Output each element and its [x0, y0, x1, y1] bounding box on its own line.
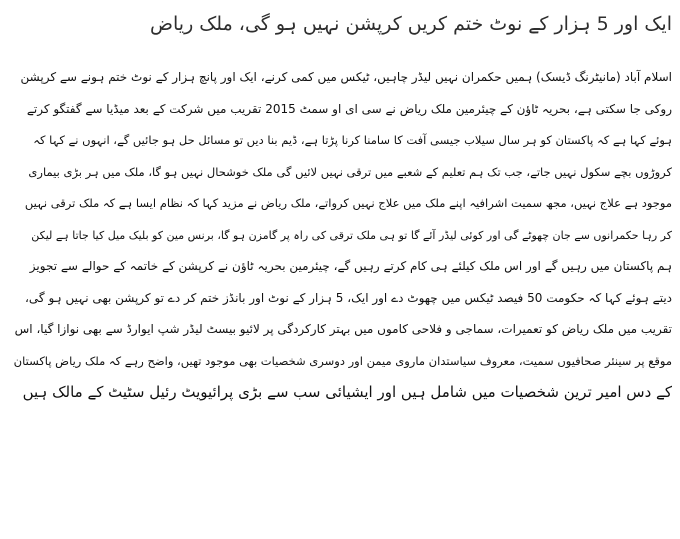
- article-body: [8, 62, 672, 409]
- article-line: موجود ہے علاج نہیں، مجھ سمیت اشرافیہ اپنے ملک میں علاج نہیں کرواتے، ملک ریاض نے مزید کہا کہ نظام ایسا ہے کہ ملک ترقی نہیں: [24, 196, 672, 210]
- article-line: ہوئے کہا ہے کہ پاکستان کو ہر سال سیلاب جیسی آفت کا سامنا کرنا پڑتا ہے، ڈیم بنا دیں تو مسائل حل ہو جائیں گے، انہوں نے کہا کہ: [33, 133, 672, 147]
- article-line: کر رہا حکمرانوں سے جان چھوٹے گی اور کوئی لیڈر آئے گا تو ہی ملک ترقی کی راہ پر گامزن ہو گا، برنس مین کو بلیک میل کیا جاتا ہے لیکن: [31, 228, 672, 242]
- article-headline: ایک اور 5 ہزار کے نوٹ ختم کریں کرپشن نہیں ہو گی، ملک ریاض: [150, 13, 672, 35]
- article-line: اسلام آباد (مانیٹرنگ ڈیسک) ہمیں حکمران نہیں لیڈر چاہیں، ٹیکس میں کمی کرنے، ایک اور پانچ ہزار کے نوٹ ختم ہونے سے کرپشن: [20, 70, 672, 84]
- article-line: روکی جا سکتی ہے، بحریہ ٹاؤن کے چیئرمین ملک ریاض نے سی ای او سمٹ 2015 تقریب میں شرکت کے بعد میڈیا سے گفتگو کرتے: [26, 101, 672, 116]
- article-line: موقع پر سینئر صحافیوں سمیت، معروف سیاستدان ماروی میمن اور دوسری شخصیات بھی موجود تھیں، واضح رہے کہ ملک ریاض پاکستان: [13, 353, 672, 368]
- news-article: [8, 4, 672, 409]
- article-line: کے دس امیر ترین شخصیات میں شامل ہیں اور ایشیائی سب سے بڑی پرائیویٹ رئیل سٹیٹ کے مالک ہیں: [22, 383, 672, 401]
- article-line: ہم پاکستان میں رہیں گے اور اس ملک کیلئے ہی کام کرتے رہیں گے، چیئرمین بحریہ ٹاؤن نے کرپشن کے خاتمہ کے حوالے سے تجویز: [29, 259, 672, 273]
- article-line: دیتے ہوئے کہا کہ حکومت 50 فیصد ٹیکس میں چھوٹ دے اور ایک، 5 ہزار کے نوٹ اور بانڈز ختم کر دے تو کرپشن بھی نہیں ہو گی،: [25, 290, 672, 305]
- article-line: کروڑوں بچے سکول نہیں جاتے، جب تک ہم تعلیم کے شعبے میں ترقی نہیں لائیں گی ملک خوشحال نہیں ہو گا، ملک میں ہر بڑی بیماری: [28, 164, 672, 179]
- article-line: تقریب میں ملک ریاض کو تعمیرات، سماجی و فلاحی کاموں میں بہتر کارکردگی پر لائیو بیسٹ لیڈر شپ ایوارڈ سے بھی نوازا گیا، اس: [14, 322, 672, 336]
